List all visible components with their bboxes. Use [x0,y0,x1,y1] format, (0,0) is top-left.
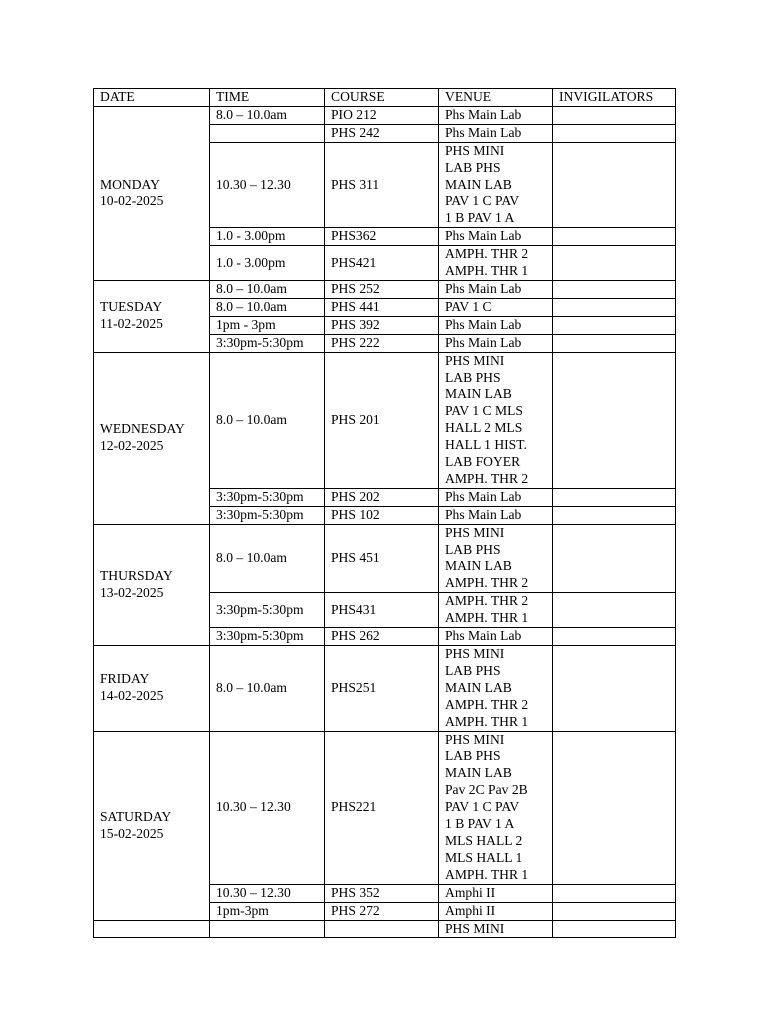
time-cell: 3:30pm-5:30pm [210,628,325,646]
invigilators-cell [553,124,676,142]
venue-line: AMPH. THR 2 [445,470,529,486]
header-time: TIME [210,89,325,107]
venue-cell [439,646,553,732]
venue-line: PHS MINI [445,920,505,936]
venue-line: MAIN LAB [445,176,512,192]
day-name: THURSDAY [100,567,173,583]
day-date: 13-02-2025 [100,584,164,600]
invigilators-cell [553,316,676,334]
course-cell: PHS 392 [325,316,439,334]
date-cell [94,731,210,920]
venue-line: MLS HALL 1 [445,849,523,865]
venue-cell [439,106,553,124]
invigilators-cell [553,298,676,316]
venue-cell [439,506,553,524]
timetable-body [94,106,676,938]
invigilators-cell [553,920,676,938]
header-venue: VENUE [439,89,553,107]
header-row [94,89,676,107]
venue-line: HALL 2 MLS [445,420,523,436]
time-cell: 10.30 – 12.30 [210,142,325,228]
time-cell: 8.0 – 10.0am [210,106,325,124]
venue-line: Phs Main Lab [445,628,522,644]
course-cell: PHS221 [325,731,439,884]
table-row [94,106,676,124]
venue-line: Pav 2C Pav 2B [445,782,528,798]
invigilators-cell [553,593,676,628]
venue-line: PHS MINI [445,142,505,158]
venue-cell [439,316,553,334]
course-cell: PHS 441 [325,298,439,316]
course-cell: PHS 222 [325,334,439,352]
time-cell: 3:30pm-5:30pm [210,593,325,628]
venue-line: PHS MINI [445,352,505,368]
day-date: 10-02-2025 [100,193,164,209]
day-name: SATURDAY [100,808,172,824]
course-cell: PHS 201 [325,352,439,488]
date-cell [94,646,210,732]
time-cell: 3:30pm-5:30pm [210,488,325,506]
venue-line: PHS MINI [445,731,505,747]
venue-line: Amphi II [445,884,496,900]
date-cell [94,352,210,524]
venue-line: PAV 1 C [445,298,492,314]
venue-line: PHS MINI [445,524,505,540]
header-invigilators: INVIGILATORS [553,89,676,107]
course-cell: PIO 212 [325,106,439,124]
course-cell [325,920,439,938]
header-date: DATE [94,89,210,107]
time-cell: 1pm-3pm [210,902,325,920]
venue-cell [439,298,553,316]
course-cell: PHS421 [325,246,439,281]
venue-line: MAIN LAB [445,558,512,574]
venue-line: 1 B PAV 1 A [445,210,515,226]
time-cell: 8.0 – 10.0am [210,352,325,488]
venue-line: HALL 1 HIST. [445,437,527,453]
venue-cell [439,246,553,281]
table-row [94,920,676,938]
invigilators-cell [553,902,676,920]
course-cell: PHS 252 [325,280,439,298]
time-cell [210,124,325,142]
venue-line: PAV 1 C PAV [445,799,520,815]
invigilators-cell [553,506,676,524]
venue-line: Phs Main Lab [445,488,522,504]
course-cell: PHS 102 [325,506,439,524]
venue-cell [439,334,553,352]
time-cell: 10.30 – 12.30 [210,731,325,884]
venue-cell [439,884,553,902]
venue-cell [439,902,553,920]
day-name: WEDNESDAY [100,421,185,437]
venue-line: LAB PHS [445,159,501,175]
course-cell: PHS 242 [325,124,439,142]
venue-cell [439,228,553,246]
day-name: TUESDAY [100,299,163,315]
date-cell [94,106,210,280]
venue-line: PHS MINI [445,646,505,661]
venue-line: AMPH. THR 2 [445,246,529,262]
venue-line: Amphi II [445,902,496,918]
venue-line: LAB PHS [445,662,501,678]
venue-line: Phs Main Lab [445,334,522,350]
table-row [94,731,676,884]
invigilators-cell [553,628,676,646]
course-cell: PHS 262 [325,628,439,646]
venue-line: AMPH. THR 1 [445,866,529,882]
day-name: MONDAY [100,176,160,192]
invigilators-cell [553,524,676,593]
venue-line: AMPH. THR 2 [445,696,529,712]
table-row [94,352,676,488]
venue-cell [439,124,553,142]
venue-cell [439,628,553,646]
invigilators-cell [553,334,676,352]
venue-cell [439,731,553,884]
time-cell: 3:30pm-5:30pm [210,506,325,524]
venue-line: 1 B PAV 1 A [445,816,515,832]
date-cell [94,524,210,645]
date-cell [94,280,210,352]
venue-line: AMPH. THR 1 [445,610,529,626]
venue-line: AMPH. THR 1 [445,263,529,279]
venue-cell [439,488,553,506]
course-cell: PHS 202 [325,488,439,506]
venue-cell [439,593,553,628]
invigilators-cell [553,280,676,298]
venue-cell [439,524,553,593]
time-cell: 1.0 - 3.00pm [210,228,325,246]
venue-line: Phs Main Lab [445,124,522,140]
invigilators-cell [553,646,676,732]
invigilators-cell [553,106,676,124]
day-date: 15-02-2025 [100,825,164,841]
venue-line: Phs Main Lab [445,506,522,522]
time-cell: 1.0 - 3.00pm [210,246,325,281]
time-cell: 10.30 – 12.30 [210,884,325,902]
invigilators-cell [553,488,676,506]
invigilators-cell [553,884,676,902]
venue-line: AMPH. THR 2 [445,575,529,591]
venue-line: MAIN LAB [445,679,512,695]
venue-line: Phs Main Lab [445,316,522,332]
course-cell: PHS362 [325,228,439,246]
venue-line: Phs Main Lab [445,228,522,244]
day-date: 12-02-2025 [100,438,164,454]
venue-cell [439,352,553,488]
table-row [94,524,676,593]
venue-line: AMPH. THR 2 [445,593,529,609]
table-row [94,646,676,732]
day-name: FRIDAY [100,671,150,687]
venue-line: PAV 1 C MLS [445,403,523,419]
table-row [94,280,676,298]
venue-line: LAB PHS [445,748,501,764]
venue-line: LAB PHS [445,541,501,557]
course-cell: PHS 352 [325,884,439,902]
invigilators-cell [553,352,676,488]
course-cell: PHS431 [325,593,439,628]
exam-timetable [93,88,676,938]
venue-line: MLS HALL 2 [445,832,523,848]
venue-line: AMPH. THR 1 [445,713,529,729]
venue-cell [439,142,553,228]
day-date: 11-02-2025 [100,316,163,332]
invigilators-cell [553,246,676,281]
venue-line: PAV 1 C PAV [445,193,520,209]
time-cell [210,920,325,938]
day-date: 14-02-2025 [100,688,164,704]
time-cell: 8.0 – 10.0am [210,280,325,298]
course-cell: PHS 311 [325,142,439,228]
time-cell: 8.0 – 10.0am [210,646,325,732]
time-cell: 1pm - 3pm [210,316,325,334]
course-cell: PHS251 [325,646,439,732]
venue-cell [439,920,553,938]
course-cell: PHS 451 [325,524,439,593]
time-cell: 8.0 – 10.0am [210,524,325,593]
date-cell [94,920,210,938]
venue-line: LAB FOYER [445,454,521,470]
venue-line: MAIN LAB [445,765,512,781]
course-cell: PHS 272 [325,902,439,920]
venue-line: MAIN LAB [445,386,512,402]
invigilators-cell [553,142,676,228]
invigilators-cell [553,731,676,884]
venue-cell [439,280,553,298]
time-cell: 3:30pm-5:30pm [210,334,325,352]
time-cell: 8.0 – 10.0am [210,298,325,316]
invigilators-cell [553,228,676,246]
venue-line: LAB PHS [445,369,501,385]
venue-line: Phs Main Lab [445,106,522,122]
header-course: COURSE [325,89,439,107]
venue-line: Phs Main Lab [445,280,522,296]
